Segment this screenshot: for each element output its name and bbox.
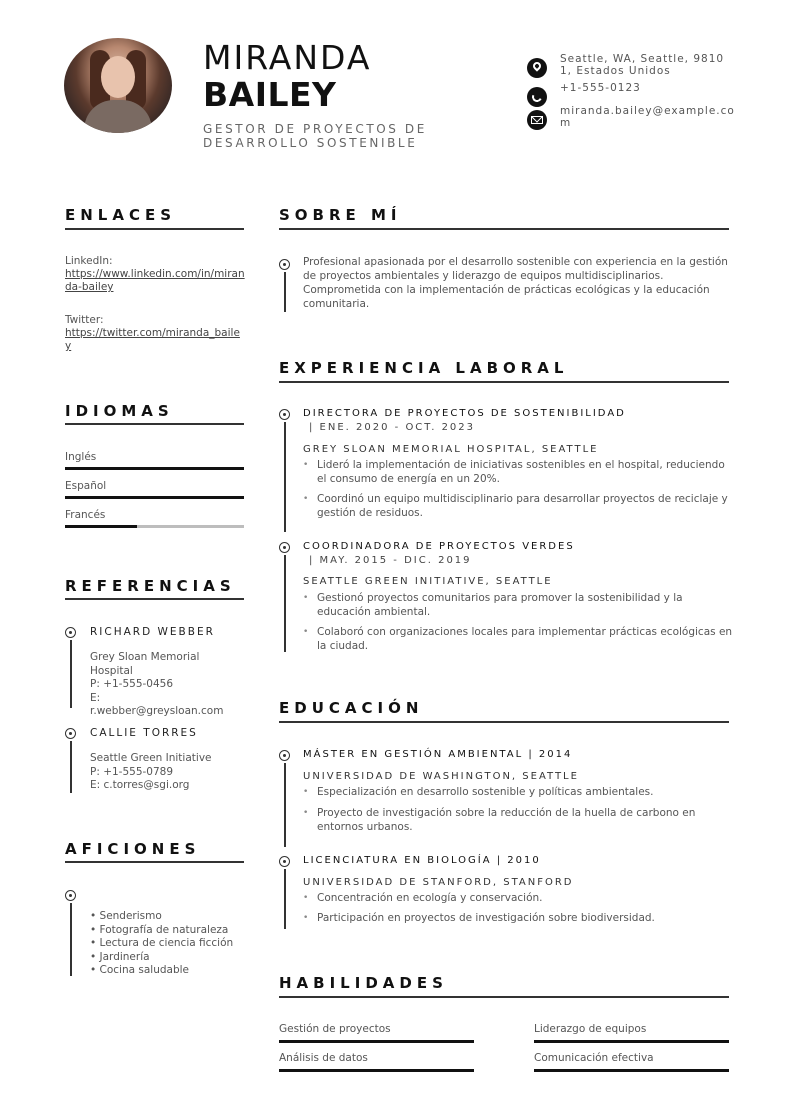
timeline-dot-icon [65,728,76,739]
education-rule [279,721,729,723]
reference-phone: P: +1-555-0456 [90,678,174,690]
languages-heading: IDIOMAS [65,402,174,420]
reference-org: Seattle Green Initiative [90,752,212,764]
timeline-dot-icon [65,890,76,901]
mail-icon [527,110,547,130]
language-name: Francés [65,509,106,521]
timeline-line [284,555,286,652]
job-bullet: • Lideró la implementación de iniciativas sostenibles en el hospital, reduciendo el consumo de energía en un 20%. [303,458,733,486]
reference-name: CALLIE TORRES [90,727,198,739]
skill-level-bar [534,1069,729,1072]
education-bullet: • Especialización en desarrollo sostenible y políticas ambientales. [303,785,733,799]
school-name: UNIVERSIDAD DE STANFORD, STANFORD [303,877,574,888]
skill-name: Análisis de datos [279,1052,368,1064]
reference-phone: P: +1-555-0789 [90,765,174,778]
hobby-item: • Lectura de ciencia ficción [90,937,234,949]
skills-rule [279,996,729,998]
languages-rule [65,423,244,425]
timeline-dot-icon [279,542,290,553]
skill-level-bar [279,1040,474,1043]
education-bullet: • Participación en proyectos de investigación sobre biodiversidad. [303,911,733,925]
education-bullet: • Proyecto de investigación sobre la reducción de la huella de carbono en entornos urbanos. [303,806,733,834]
hobby-item: • Jardinería [90,950,150,963]
language-name: Español [65,480,107,492]
timeline-line [70,640,72,708]
timeline-dot-icon [279,259,290,270]
skill-name: Gestión de proyectos [279,1023,391,1035]
references-rule [65,598,244,600]
timeline-line [70,903,72,976]
job-role: DIRECTORA DE PROYECTOS DE SOSTENIBILIDAD [303,408,626,419]
hobbies-rule [65,861,244,863]
phone-text: +1-555-0123 [560,82,641,94]
hobby-item: • Fotografía de naturaleza [90,923,229,936]
job-bullet: • Gestionó proyectos comunitarios para promover la sostenibilidad y la educación ambiental. [303,591,733,619]
school-name: UNIVERSIDAD DE WASHINGTON, SEATTLE [303,771,579,782]
language-level-bar [65,525,244,528]
about-rule [279,228,729,230]
skill-level-bar [279,1069,474,1072]
skills-heading: HABILIDADES [279,974,448,992]
education-heading: EDUCACIÓN [279,699,424,717]
language-level-bar [65,467,244,470]
degree-title: LICENCIATURA EN BIOLOGÍA | 2010 [303,855,541,866]
job-title: GESTOR DE PROYECTOS DE DESARROLLO SOSTENIBLE [203,122,427,150]
phone-icon [527,87,547,107]
twitter-label: Twitter: [65,314,104,326]
timeline-dot-icon [65,627,76,638]
timeline-line [284,869,286,929]
skill-level-bar [534,1040,729,1043]
language-level-bar [65,496,244,499]
location-pin-icon [527,58,547,78]
language-level-fill [65,496,244,499]
hobby-item: • Senderismo [90,910,162,922]
reference-email: E: c.torres@sgi.org [90,779,190,791]
timeline-dot-icon [279,409,290,420]
links-heading: ENLACES [65,206,177,224]
job-dates: | MAY. 2015 - DIC. 2019 [309,555,472,566]
experience-rule [279,381,729,383]
skill-name: Liderazgo de equipos [534,1023,647,1035]
about-text: Profesional apasionada por el desarrollo sostenible con experiencia en la gestión de proyectos ambientales y liderazgo de equipos multidisciplinarios. Comprometida con la implementación de prácticas ecológicas y la educación comunitaria. [303,256,728,310]
references-heading: REFERENCIAS [65,577,236,595]
linkedin-label: LinkedIn: [65,255,113,267]
timeline-line [284,422,286,532]
twitter-link[interactable]: https://twitter.com/miranda_bailey [65,327,240,352]
job-bullet: • Colaboró con organizaciones locales para implementar prácticas ecológicas en la ciudad. [303,625,733,653]
timeline-line [284,272,286,312]
reference-email: E: r.webber@greysloan.com [90,691,224,717]
reference-details [90,651,224,719]
reference-name: RICHARD WEBBER [90,626,215,638]
language-name: Inglés [65,451,97,463]
reference-org: Grey Sloan Memorial Hospital [90,651,200,677]
twitter-block [65,314,245,353]
address-text: Seattle, WA, Seattle, 98101, Estados Unidos [560,53,725,77]
experience-heading: EXPERIENCIA LABORAL [279,359,569,377]
hobby-list [90,910,233,978]
email-text: miranda.bailey@example.com [560,105,735,129]
job-org: GREY SLOAN MEMORIAL HOSPITAL, SEATTLE [303,444,599,455]
linkedin-link[interactable]: https://www.linkedin.com/in/miranda-bailey [65,268,245,293]
skill-name: Comunicación efectiva [534,1052,654,1064]
job-role: COORDINADORA DE PROYECTOS VERDES [303,541,575,552]
hobby-item: • Cocina saludable [90,964,190,976]
language-level-fill [65,525,137,528]
job-dates: | ENE. 2020 - OCT. 2023 [309,422,476,433]
linkedin-block [65,255,245,294]
timeline-dot-icon [279,856,290,867]
degree-title: MÁSTER EN GESTIÓN AMBIENTAL | 2014 [303,749,573,760]
job-org: SEATTLE GREEN INITIATIVE, SEATTLE [303,576,553,587]
job-bullet: • Coordinó un equipo multidisciplinario para desarrollar proyectos de reciclaje y gestión de residuos. [303,492,733,520]
reference-details [90,752,250,793]
about-heading: SOBRE MÍ [279,206,402,224]
timeline-line [70,741,72,793]
links-rule [65,228,244,230]
timeline-line [284,763,286,847]
timeline-dot-icon [279,750,290,761]
first-name: MIRANDA [203,38,372,77]
profile-photo [64,38,172,133]
language-level-fill [65,467,244,470]
education-bullet: • Concentración en ecología y conservación. [303,891,733,905]
hobbies-heading: AFICIONES [65,840,201,858]
last-name: BAILEY [203,75,337,114]
